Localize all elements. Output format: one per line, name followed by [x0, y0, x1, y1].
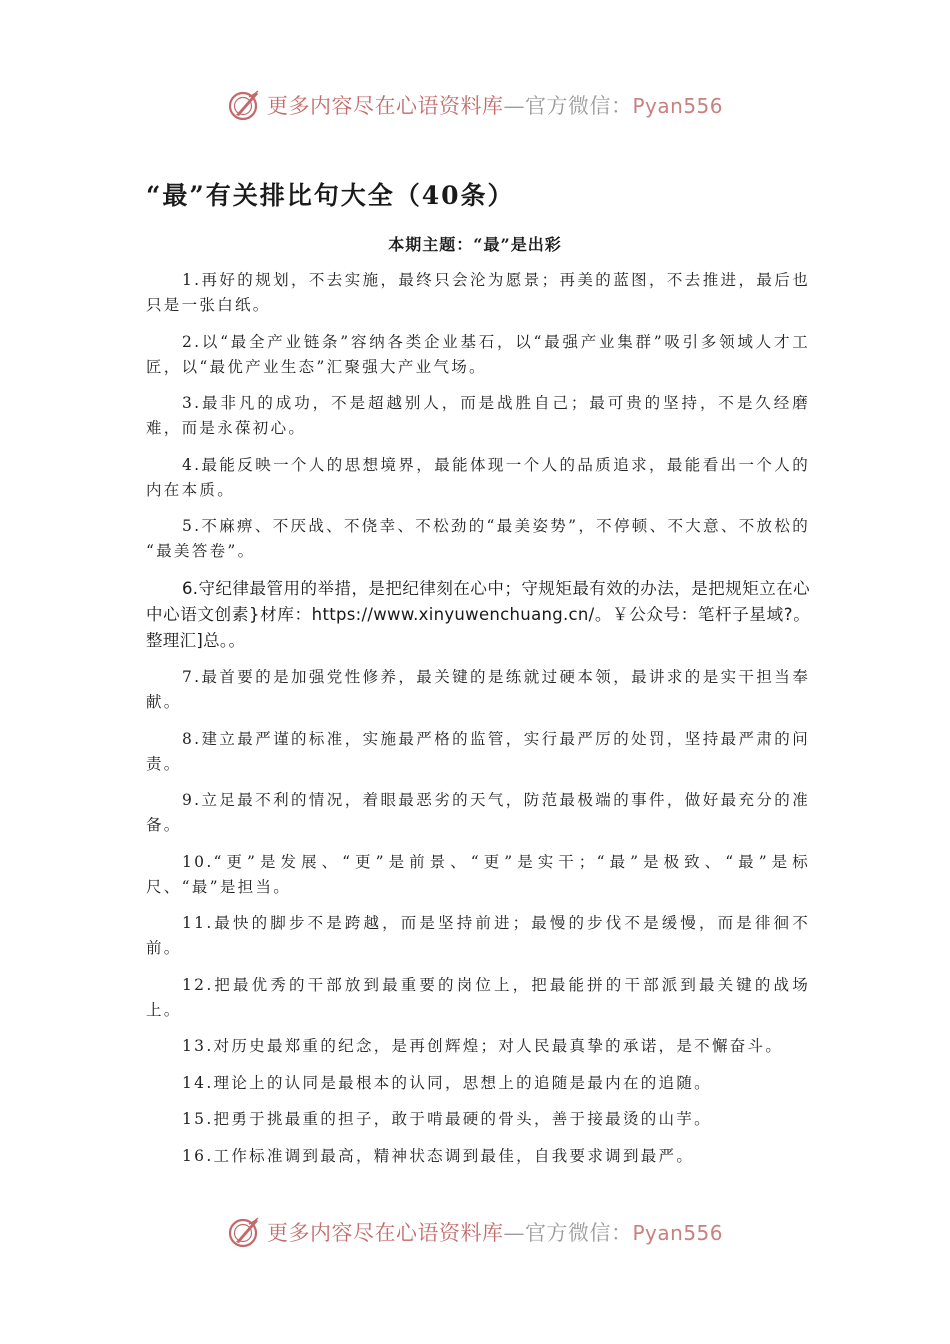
list-item: 4.最能反映一个人的思想境界，最能体现一个人的品质追求，最能看出一个人的内在本质。 — [146, 455, 810, 499]
banner-gray-text: —官方微信： — [503, 1221, 633, 1245]
list-item: 5.不麻痹、不厌战、不侥幸、不松劲的“最美姿势”，不停顿、不大意、不放松的 “最美答卷”。 — [146, 517, 810, 560]
list-item: 14.理论上的认同是最根本的认同，思想上的追随是最内在的追随。 — [182, 1073, 712, 1092]
banner-wechat-id: Pyan556 — [632, 94, 723, 118]
page-subtitle: 本期主题：“最”是出彩 — [388, 235, 562, 254]
banner-text — [267, 90, 723, 120]
list-item: 12.把最优秀的干部放到最重要的岗位上，把最能拼的干部派到最关键的战场上。 — [146, 975, 810, 1019]
banner-gray-text: —官方微信： — [503, 94, 633, 118]
list-item: 16.工作标准调到最高，精神状态调到最佳，自我要求调到最严。 — [182, 1146, 695, 1165]
header-banner — [0, 83, 950, 127]
list-item: 13.对历史最郑重的纪念，是再创辉煌；对人民最真挚的承诺，是不懈奋斗。 — [182, 1037, 784, 1055]
list-item: 2.以“最全产业链条”容纳各类企业基石，以“最强产业集群”吸引多领域人才工匠，以“最优产业生态”汇聚强大产业气场。 — [146, 332, 810, 376]
quill-logo-icon — [227, 1215, 261, 1249]
banner-red-text: 更多内容尽在心语资料库 — [266, 1221, 504, 1245]
sentence-list — [146, 268, 810, 1180]
banner-text — [267, 1217, 723, 1247]
list-item: 11.最快的脚步不是跨越，而是坚持前进；最慢的步伐不是缓慢，而是徘徊不前。 — [146, 914, 810, 957]
list-item: 15.把勇于挑最重的担子，敢于啃最硬的骨头，善于接最烫的山芋。 — [182, 1110, 712, 1128]
list-item: 9.立足最不利的情况，着眼最恶劣的天气，防范最极端的事件，做好最充分的准备。 — [146, 791, 810, 834]
list-item: 8.建立最严谨的标准，实施最严格的监管，实行最严厉的处罚，坚持最严肃的问责。 — [146, 729, 810, 773]
banner-wechat-id: Pyan556 — [632, 1221, 723, 1245]
page-title: “最”有关排比句大全（40条） — [146, 181, 515, 210]
list-item: 1.再好的规划，不去实施，最终只会沦为愿景；再美的蓝图，不去推进，最后也只是一张白纸。 — [146, 271, 810, 314]
list-item: 3.最非凡的成功，不是超越别人，而是战胜自己；最可贵的坚持，不是久经磨难，而是永葆初心。 — [146, 394, 810, 437]
list-item: 6.守纪律最管用的举措，是把纪律刻在心中；守规矩最有效的办法，是把规矩立在心中心语文创素}材库：https://www.xinyuwenchuang.cn/。￥公众号：笔杆子星域?。整理汇]总。。 — [146, 578, 810, 650]
banner-red-text: 更多内容尽在心语资料库 — [266, 94, 504, 118]
quill-logo-icon — [227, 88, 261, 122]
list-item: 10.“更”是发展、“更”是前景、“更”是实干；“最”是极致、“最”是标尺、“最”是担当。 — [146, 852, 810, 896]
list-item: 7.最首要的是加强党性修养，最关键的是练就过硬本领，最讲求的是实干担当奉献。 — [146, 668, 810, 711]
footer-banner — [0, 1210, 950, 1254]
